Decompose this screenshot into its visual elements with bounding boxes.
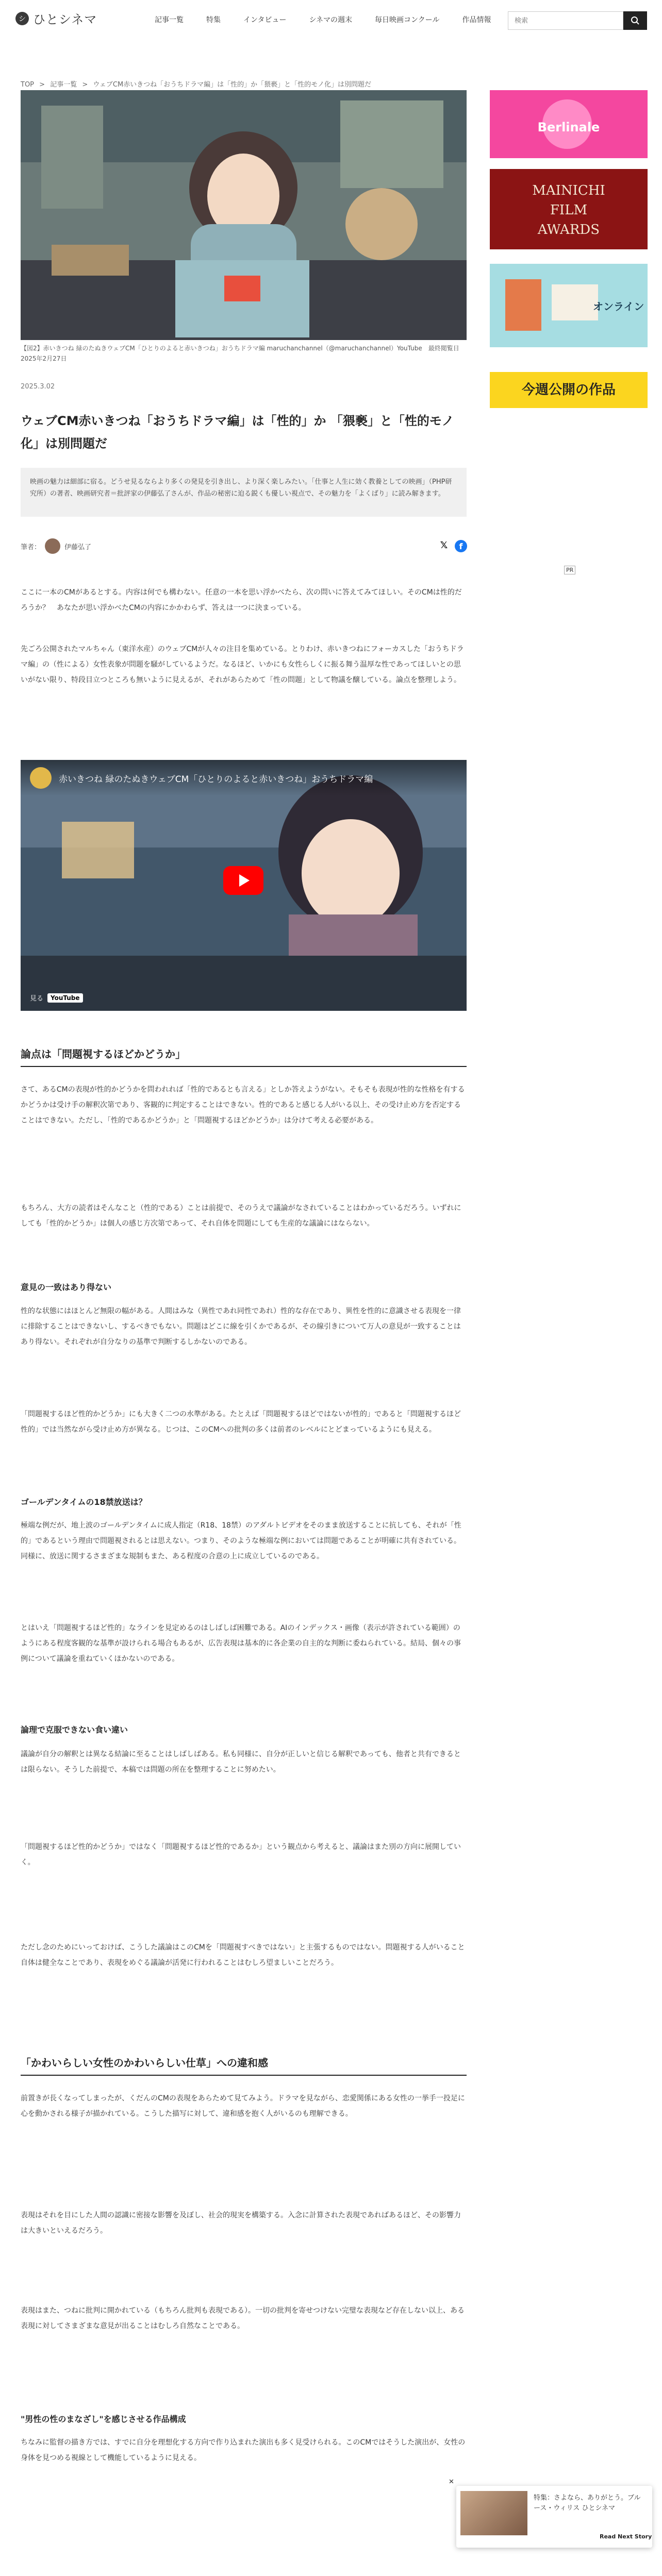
search-icon <box>631 16 640 25</box>
berlinale-title: Berlinale <box>537 120 600 134</box>
mainichi-awards-banner[interactable] <box>490 169 648 249</box>
logo-mark: シ <box>15 12 29 25</box>
online-banner[interactable] <box>490 264 648 347</box>
video-header <box>21 760 467 796</box>
breadcrumb-current: ウェブCM赤いきつね「おうちドラマ編」は「性的」か「猥褻」と「性的モノ化」は別問題だ <box>93 81 372 89</box>
play-button[interactable] <box>223 866 263 895</box>
video-title[interactable]: 赤いきつね 緑のたぬきウェブCM「ひとりのよると赤いきつね」おうちドラマ編 <box>59 774 373 785</box>
article-paragraph: もちろん、大方の読者はそんなこと（性的である）ことは前提で、そのうえで議論がなされていることはわかっているだろう。いずれにしても「性的かどうか」は個人の感じ方次第であって、それ自体を問題にしても生産的な議論にはならない。 <box>21 1204 461 1228</box>
article-paragraph: 「問題視するほど性的かどうか」にも大きく二つの水準がある。たとえば「問題視するほどではないが性的」であると「問題視するほど性的」では当然ながら受け止め方が異なる。じつは、このCMへの批判の多くは前者のレベルにとどまっているようにも見える。 <box>21 1410 461 1434</box>
article-paragraph: 「問題視するほど性的かどうか」ではなく「問題視するほど性的であるか」という観点から考えると、議論はまた別の方向に展開していく。 <box>21 1843 461 1867</box>
close-icon[interactable]: ✕ <box>449 2478 454 2486</box>
hero-caption: 【図2】赤いきつね 緑のたぬきウェブCM「ひとりのよると赤いきつね」おうちドラマ編 maruchanchannel（@maruchanchannel）YouTube 最終閲覧日2025年2月27日 <box>21 345 459 362</box>
article-title: ウェブCM赤いきつね「おうちドラマ編」は「性的」か 「猥褻」と「性的モノ化」は別問題だ <box>21 414 454 451</box>
section-heading: 論点は「問題視するほどかどうか」 <box>21 1046 467 1067</box>
article-paragraph: 表現はそれを目にした人間の認識に密接な影響を及ぼし、社会的現実を構築する。入念に計算された表現であればあるほど、その影響力は大きいといえるだろう。 <box>21 2211 461 2235</box>
author-name[interactable]: 伊藤弘了 <box>64 543 92 551</box>
breadcrumb-sep: > <box>82 81 88 89</box>
hero-illustration <box>21 90 467 340</box>
logo-text: ひとシネマ <box>33 12 97 27</box>
nav-item-interview[interactable]: インタビュー <box>243 16 287 24</box>
breadcrumb <box>21 79 374 89</box>
youtube-logo[interactable]: YouTube <box>47 993 83 1003</box>
search-input[interactable] <box>508 11 623 30</box>
subsection-heading: ゴールデンタイムの18禁放送は？ <box>21 1497 147 1507</box>
nav-item-awards[interactable]: 毎日映画コンクール <box>375 16 440 24</box>
author-avatar <box>45 538 60 554</box>
article-date: 2025.3.02 <box>21 383 55 391</box>
main-nav <box>143 14 503 25</box>
read-next-link[interactable]: Read Next Story <box>600 2533 652 2540</box>
nav-item-articles[interactable]: 記事一覧 <box>155 16 184 24</box>
article-paragraph: ただし念のためにいっておけば、こうした議論はこのCMを「問題視すべきではない」と主張するものではない。問題視する人がいること自体は健全なことであり、表現をめぐる議論が活発に行われることはむしろ望ましいことだろう。 <box>21 1943 465 1967</box>
watch-label[interactable]: 見る <box>30 995 44 1003</box>
nav-item-works[interactable]: 作品情報 <box>462 16 491 24</box>
facebook-share-icon[interactable]: f <box>455 540 467 552</box>
share-buttons <box>438 540 467 552</box>
online-title: オンライン <box>593 300 644 313</box>
article-paragraph: 表現はまた、つねに批判に開かれている（もちろん批判も表現である）。一切の批判を寄せつけない完璧な表現など存在しない以上、ある表現に対してさまざまな意見が出ることはむしろ自然なことである。 <box>21 2307 465 2330</box>
article-paragraph: ちなみに監督の描き方では、すでに自分を理想化する方向で作り込まれた演出も多く見受けられる。このCMではそうした演出が、女性の身体を見つめる視線として機能しているように見える。 <box>21 2438 466 2462</box>
subsection-heading: "男性の性のまなざし"を感じさせる作品構成 <box>21 2414 186 2424</box>
article-paragraph: とはいえ「問題視するほど性的」なラインを見定めるのはしばしば困難である。AIのインデックス・画像（表示が許されている範囲）のようにある程度客観的な基準が設けられる場合もあるが、広告表現は基本的に各企業の自主的な判断に委ねられている。結局、個々の事例について議論を重ねていくほかないのである。 <box>21 1624 461 1663</box>
hero-image <box>21 90 467 340</box>
online-graphic <box>490 264 648 347</box>
breadcrumb-top[interactable]: TOP <box>21 81 35 89</box>
subsection-heading: 意見の一致はあり得ない <box>21 1282 112 1292</box>
related-thumbnail[interactable] <box>460 2491 527 2535</box>
nav-item-weekend[interactable]: シネマの週末 <box>309 16 353 24</box>
article-paragraph: さて、あるCMの表現が性的かどうかを問われれば「性的であるとも言える」としか答えようがない。そもそも表現が性的な性格を有するかどうかは受け手の解釈次第であり、客観的に判定することはできない。性的であると感じる人がいる以上、その受け止め方を否定することはできない。ただし、「性的であるかどうか」と「問題視するほどかどうか」は分けて考える必要がある。 <box>21 1086 465 1125</box>
article-paragraph: 前置きが長くなってしまったが、くだんのCMの表現をあらためて見てみよう。ドラマを見ながら、恋愛関係にある女性の一挙手一投足に心を動かされる様子が描かれている。こうした描写に対して、違和感を抱く人がいるのも理解できる。 <box>21 2094 465 2118</box>
channel-avatar[interactable] <box>30 767 52 789</box>
this-week-banner[interactable]: 今週公開の作品 <box>490 372 648 408</box>
awards-line3: AWARDS <box>537 222 600 238</box>
author-info <box>21 538 91 554</box>
breadcrumb-sep: > <box>39 81 45 89</box>
video-footer <box>30 993 83 1003</box>
mainichi-graphic <box>490 169 648 249</box>
awards-line2: FILM <box>550 202 588 218</box>
author-label: 筆者： <box>21 543 41 551</box>
related-title[interactable]: 特集：さよなら、ありがとう。ブルース・ウィリス ひとシネマ <box>534 2494 641 2512</box>
article-paragraph: 極端な例だが、地上波のゴールデンタイムに成人指定（R18、18禁）のアダルトビデオをそのまま放送することに抗しても、それが「性的」であるという理由で問題視されるとは思えない。つまり、そのような極端な例においては問題であることが明確に共有されている。同様に、放送に関するさまざまな規制もまた、ある程度の合意の上に成立しているのである。 <box>21 1521 461 1561</box>
berlinale-banner[interactable] <box>490 90 648 158</box>
article-paragraph: 議論が自分の解釈とは異なる結論に至ることはしばしばある。私も同様に、自分が正しいと信じる解釈であっても、他者と共有できるとは限らない。そうした前提で、本稿では問題の所在を整理することに努めたい。 <box>21 1750 461 1774</box>
subsection-heading: 論理で克服できない食い違い <box>21 1725 128 1735</box>
search-button[interactable] <box>623 11 647 30</box>
article-paragraph: ここに一本のCMがあるとする。内容は何でも構わない。任意の一本を思い浮かべたら、次の問いに答えてみてほしい。そのCMは性的だろうか？ あなたが思い浮かべたCMの内容にかかわらず、答えは一つに決まっている。 <box>21 588 462 612</box>
awards-line1: MAINICHI <box>532 183 605 198</box>
article-lead: 映画の魅力は細部に宿る。どうせ見るならより多くの発見を引き出し、より深く楽しみたい。「仕事と人生に効く教養としての映画」（PHP研究所）の著者、映画研究者＝批評家の伊藤弘了さんが、作品の秘密に迫る鋭くも優しい視点で、その魅力を「よくばり」に読み解きます。 <box>21 468 467 517</box>
pr-badge: PR <box>564 566 575 574</box>
nav-item-features[interactable]: 特集 <box>206 16 221 24</box>
site-header <box>0 0 662 41</box>
embedded-video[interactable] <box>21 760 467 1011</box>
related-story-popup[interactable] <box>456 2486 652 2548</box>
article-paragraph: 先ごろ公開されたマルちゃん（東洋水産）のウェブCMが人々の注目を集めている。とりわけ、赤いきつねにフォーカスした「おうちドラマ編」の（性による）女性表象が問題を騒がしているようだ。なるほど、いかにも女性らしくに振る舞う温厚な性であってほしいとの思いがない限り、特段目立つところも無いように見えるが、それがあらためて「性の問題」として物議を醸している。論点を整理しよう。 <box>21 645 464 684</box>
x-share-icon[interactable]: 𝕏 <box>440 540 448 551</box>
site-logo[interactable] <box>15 9 97 27</box>
section-heading: 「かわいらしい女性のかわいらしい仕草」への違和感 <box>21 2055 467 2076</box>
breadcrumb-articles[interactable]: 記事一覧 <box>50 81 77 89</box>
berlinale-graphic <box>490 90 648 158</box>
article-paragraph: 性的な状態にはほとんど無限の幅がある。人間はみな（異性であれ同性であれ）性的な存在であり、異性を性的に意識させる表現を一律に排除することはできないし、するべきでもない。問題はどこに線を引くかであるが、その線引きについて万人の意見が一致することはあり得ない。それぞれが自分なりの基準で判断するしかないのである。 <box>21 1307 461 1346</box>
